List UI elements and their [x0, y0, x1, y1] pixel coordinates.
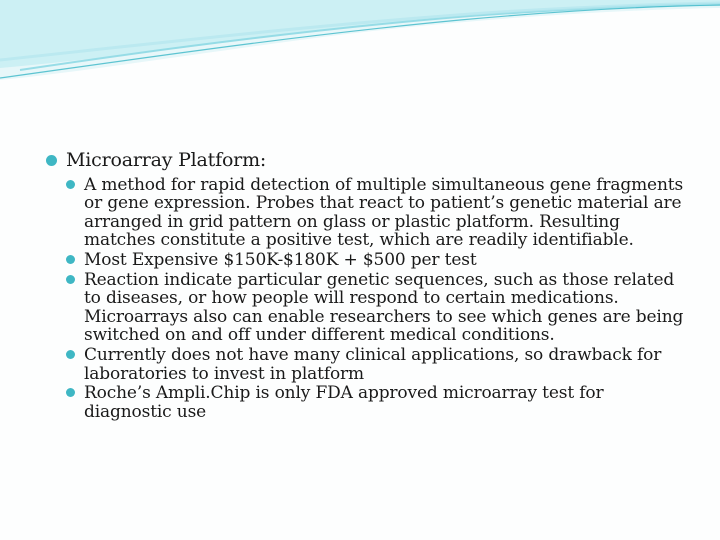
bullet-icon — [66, 350, 75, 359]
heading-text: Microarray Platform: — [66, 149, 267, 171]
list-item-text: Most Expensive $150K-$180K + $500 per test — [84, 250, 477, 271]
bullet-icon — [66, 275, 75, 284]
bullet-icon — [46, 155, 57, 166]
list-item — [66, 251, 686, 269]
bullet-icon — [66, 255, 75, 264]
list-item — [66, 176, 686, 250]
list-item-text: A method for rapid detection of multiple simultaneous gene fragments or gene expression. Probes that react to patient’s genetic material are arranged in grid pattern on glass or plastic platform. Resulting matches constitute a positive test, which are readily identifiable. — [84, 175, 684, 251]
heading-bullet — [46, 148, 686, 172]
slide-body — [46, 148, 686, 423]
list-item-text: Reaction indicate particular genetic sequences, such as those related to diseases, or how people will respond to certain medications. Microarrays also can enable researchers to see which genes are being switched on and off under different medical conditions. — [84, 270, 684, 346]
list-item — [66, 346, 686, 383]
header-wave-decoration — [0, 0, 720, 110]
bullet-icon — [66, 180, 75, 189]
sub-bullet-list — [66, 176, 686, 421]
list-item — [66, 271, 686, 345]
bullet-icon — [66, 388, 75, 397]
list-item — [66, 384, 686, 421]
list-item-text: Currently does not have many clinical applications, so drawback for laboratories to invest in platform — [84, 345, 662, 384]
list-item-text: Roche’s Ampli.Chip is only FDA approved microarray test for diagnostic use — [84, 383, 604, 422]
